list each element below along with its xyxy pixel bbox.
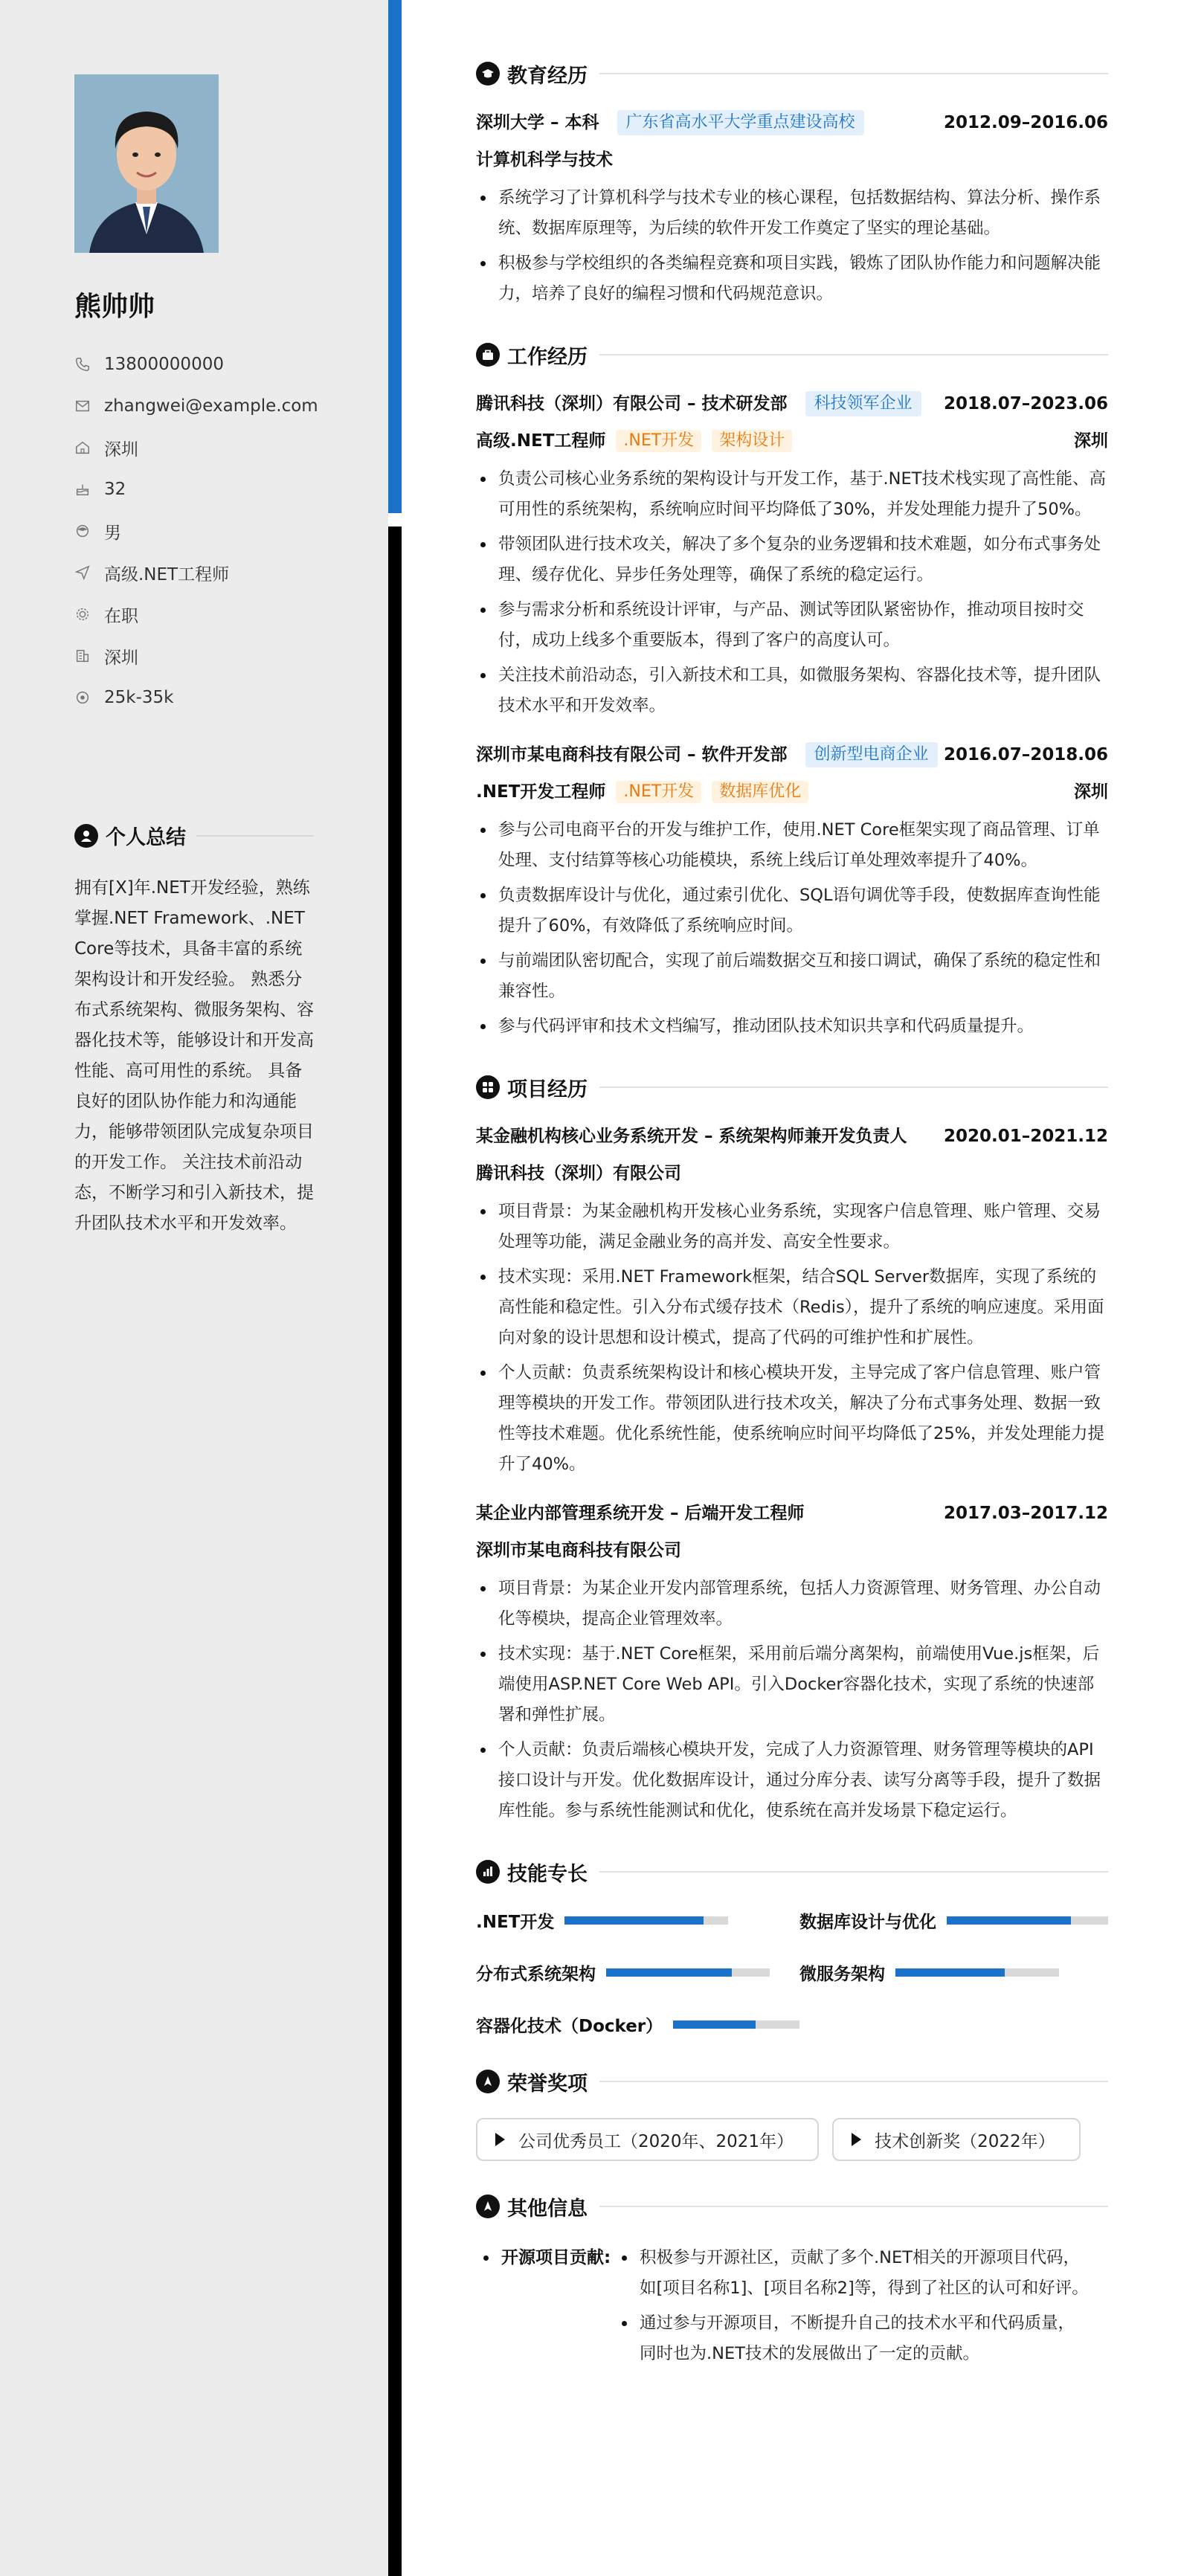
school-tag: 广东省高水平大学重点建设高校 — [617, 110, 864, 135]
award-item — [832, 2118, 1081, 2161]
education-section — [476, 57, 1108, 309]
skill-item — [476, 1960, 799, 1984]
skill-tag: 数据库优化 — [712, 781, 808, 803]
list-item: 与前端团队密切配合，实现了前后端数据交互和接口调试，确保了系统的稳定性和兼容性。 — [476, 946, 1108, 1007]
skill-bar — [606, 1968, 770, 1977]
school-name: 深圳大学 – 本科 — [476, 113, 599, 132]
coin-icon — [74, 689, 91, 706]
job-entry — [476, 742, 1108, 1042]
cake-icon — [74, 481, 91, 498]
list-item: 通过参与开源项目，不断提升自己的技术水平和代码质量，同时也为.NET技术的发展做出了一定的贡献。 — [617, 2308, 1090, 2369]
skill-item — [799, 1908, 1108, 1932]
list-item: 参与需求分析和系统设计评审，与产品、测试等团队紧密协作，推动项目按时交付，成功上线多个重要版本，得到了客户的高度认可。 — [476, 595, 1108, 656]
building-icon — [74, 648, 91, 664]
education-entry — [476, 110, 1108, 309]
mail-icon — [74, 398, 91, 414]
skill-fill — [895, 1968, 1005, 1977]
job-date: 2016.07–2018.06 — [943, 745, 1108, 764]
skill-item — [476, 1908, 799, 1932]
skill-name: .NET开发 — [476, 1912, 555, 1932]
location-row — [74, 427, 318, 468]
company-name: 腾讯科技（深圳）有限公司 – 技术研发部 — [476, 394, 788, 413]
list-item: 系统学习了计算机科学与技术专业的核心课程，包括数据结构、算法分析、操作系统、数据库原理等，为后续的软件开发工作奠定了坚实的理论基础。 — [476, 183, 1108, 244]
divider — [196, 835, 314, 837]
email-row — [74, 385, 318, 427]
skills-section — [476, 1855, 1108, 2036]
triangle-icon — [495, 2133, 505, 2146]
gear-icon — [74, 606, 91, 622]
list-item: 参与代码评审和技术文档编写，推动团队技术知识共享和代码质量提升。 — [476, 1011, 1108, 1042]
other-label: 开源项目贡献: — [476, 2243, 617, 2374]
skill-name: 微服务架构 — [799, 1964, 885, 1984]
skill-item — [476, 2012, 799, 2036]
skill-bar — [895, 1968, 1059, 1977]
list-item: 参与公司电商平台的开发与维护工作，使用.NET Core框架实现了商品管理、订单处理、支付结算等核心功能模块，系统上线后订单处理效率提升了40%。 — [476, 815, 1108, 876]
phone-text: 13800000000 — [104, 355, 224, 374]
list-item: 项目背景：为某金融机构开发核心业务系统，实现客户信息管理、账户管理、交易处理等功能，满足金融业务的高并发、高安全性要求。 — [476, 1197, 1108, 1258]
job-position: 高级.NET工程师 — [476, 431, 606, 451]
list-item: 技术实现：采用.NET Framework框架，结合SQL Server数据库，实现了系统的高性能和稳定性。引入分布式缓存技术（Redis），提升了系统的响应速度。采用面向对象的设计思想和设计模式，提高了代码的可维护性和扩展性。 — [476, 1262, 1108, 1353]
summary-title: 个人总结 — [106, 826, 186, 849]
project-org: 深圳市某电商科技有限公司 — [476, 1541, 681, 1560]
other-section — [476, 2189, 1108, 2374]
list-item: 项目背景：为某企业开发内部管理系统，包括人力资源管理、财务管理、办公自动化等模块，提高企业管理效率。 — [476, 1574, 1108, 1635]
other-info — [476, 2243, 1108, 2374]
job-bullets — [476, 464, 1108, 721]
candidate-name: 熊帅帅 — [74, 292, 155, 322]
other-bullets — [617, 2243, 1090, 2374]
project-name: 某企业内部管理系统开发 – 后端开发工程师 — [476, 1504, 805, 1523]
list-item: 关注技术前沿动态，引入新技术和工具，如微服务架构、容器化技术等，提升团队技术水平和开发效率。 — [476, 660, 1108, 721]
work-section-title — [476, 338, 1108, 372]
list-item: 积极参与学校组织的各类编程竞赛和项目实践，锻炼了团队协作能力和问题解决能力，培养了良好的编程习惯和代码规范意识。 — [476, 248, 1108, 309]
skill-bar — [947, 1916, 1108, 1925]
accent-bar-blue — [388, 0, 402, 513]
education-section-title — [476, 57, 1108, 91]
title-text: 高级.NET工程师 — [104, 564, 230, 585]
skill-tag: .NET开发 — [616, 430, 701, 452]
skill-name: 分布式系统架构 — [476, 1964, 596, 1984]
awards-section-title — [476, 2064, 1108, 2099]
project-entry — [476, 1124, 1108, 1480]
job-city: 深圳 — [1074, 782, 1108, 802]
gender-row — [74, 510, 318, 552]
award-icon — [476, 2070, 500, 2093]
projects-title: 项目经历 — [507, 1078, 588, 1101]
awards-title: 荣誉奖项 — [507, 2072, 588, 2096]
accent-bar-black — [388, 527, 402, 2576]
skill-bar — [673, 2020, 799, 2029]
company-tag: 创新型电商企业 — [805, 742, 938, 767]
company-tag: 科技领军企业 — [805, 391, 921, 416]
major: 计算机科学与技术 — [476, 150, 613, 170]
job-bullets — [476, 815, 1108, 1042]
summary-section-title — [74, 821, 314, 850]
list-item: 负责公司核心业务系统的架构设计与开发工作，基于.NET技术栈实现了高性能、高可用性的系统架构，系统响应时间平均降低了30%，并发处理能力提升了50%。 — [476, 464, 1108, 525]
summary-text: 拥有[X]年.NET开发经验，熟练掌握.NET Framework、.NET Core等技术，具备丰富的系统架构设计和开发经验。 熟悉分布式系统架构、微服务架构、容器化技术等，能够设计和开发高性能、高可用性的系统。 具备良好的团队协作能力和沟通能力，能够带领团队完成复杂项目的开发工作。 关注技术前沿动态，不断学习和引入新技术，提升团队技术水平和开发效率。 — [74, 878, 314, 1233]
divider — [599, 354, 1108, 355]
project-entry — [476, 1501, 1108, 1826]
target-city-row — [74, 635, 318, 677]
user-icon — [74, 824, 98, 848]
other-section-title — [476, 2189, 1108, 2224]
send-icon — [74, 564, 91, 581]
education-title: 教育经历 — [507, 64, 588, 88]
info-icon — [476, 2195, 500, 2218]
triangle-icon — [852, 2133, 861, 2146]
avatar — [74, 74, 219, 253]
divider — [599, 2206, 1108, 2207]
awards-section — [476, 2064, 1108, 2161]
skill-item — [799, 1960, 1108, 1984]
skills-title: 技能专长 — [507, 1862, 588, 1886]
project-name: 某金融机构核心业务系统开发 – 系统架构师兼开发负责人 — [476, 1127, 907, 1146]
skills-grid — [476, 1908, 1108, 2036]
job-position: .NET开发工程师 — [476, 782, 606, 802]
contact-info — [74, 344, 318, 718]
education-date: 2012.09–2016.06 — [943, 113, 1108, 132]
home-icon — [74, 439, 91, 456]
divider — [599, 2081, 1108, 2082]
skill-fill — [673, 2020, 755, 2029]
award-text: 技术创新奖（2022年） — [875, 2131, 1055, 2151]
bar-chart-icon — [476, 1860, 500, 1884]
job-city: 深圳 — [1074, 431, 1108, 451]
phone-icon — [74, 356, 91, 373]
email-text: zhangwei@example.com — [104, 396, 318, 416]
target-city-text: 深圳 — [104, 648, 138, 668]
education-bullets — [476, 183, 1108, 309]
divider — [599, 1871, 1108, 1873]
skills-section-title — [476, 1855, 1108, 1889]
skill-tag: .NET开发 — [616, 781, 701, 803]
status-row — [74, 593, 318, 635]
project-bullets — [476, 1197, 1108, 1480]
divider — [599, 1086, 1108, 1088]
age-text: 32 — [104, 480, 126, 499]
list-item: 个人贡献：负责后端核心模块开发，完成了人力资源管理、财务管理等模块的API接口设计与开发。优化数据库设计，通过分库分表、读写分离等手段，提升了数据库性能。参与系统性能测试和优化，使系统在高并发场景下稳定运行。 — [476, 1735, 1108, 1826]
list-item: 带领团队进行技术攻关，解决了多个复杂的业务逻辑和技术难题，如分布式事务处理、缓存优化、异步任务处理等，确保了系统的稳定运行。 — [476, 529, 1108, 590]
age-row — [74, 468, 318, 510]
person-icon — [74, 523, 91, 539]
skill-fill — [947, 1916, 1071, 1925]
job-entry — [476, 391, 1108, 721]
skill-tag: 架构设计 — [712, 430, 792, 452]
project-org: 腾讯科技（深圳）有限公司 — [476, 1164, 681, 1183]
status-text: 在职 — [104, 606, 138, 626]
project-date: 2017.03–2017.12 — [943, 1504, 1108, 1523]
list-item: 负责数据库设计与优化，通过索引优化、SQL语句调优等手段，使数据库查询性能提升了60%，有效降低了系统响应时间。 — [476, 880, 1108, 941]
grid-icon — [476, 1075, 500, 1099]
award-text: 公司优秀员工（2020年、2021年） — [518, 2131, 794, 2151]
briefcase-icon — [476, 343, 500, 367]
award-item — [476, 2118, 819, 2161]
divider — [599, 73, 1108, 74]
list-item: 个人贡献：负责系统架构设计和核心模块开发，主导完成了客户信息管理、账户管理等模块的开发工作。带领团队进行技术攻关，解决了分布式事务处理、数据一致性等技术难题。优化系统性能，使系统响应时间平均降低了25%，并发处理能力提升了40%。 — [476, 1358, 1108, 1480]
projects-section — [476, 1070, 1108, 1826]
location-text: 深圳 — [104, 439, 138, 460]
list-item: 技术实现：基于.NET Core框架，采用前后端分离架构，前端使用Vue.js框架，后端使用ASP.NET Core Web API。引入Docker容器化技术，实现了系统的快速部署和弹性扩展。 — [476, 1639, 1108, 1730]
project-date: 2020.01–2021.12 — [943, 1127, 1108, 1146]
phone-row — [74, 344, 318, 385]
salary-row — [74, 677, 318, 718]
main-content — [476, 57, 1108, 2402]
skill-name: 数据库设计与优化 — [799, 1912, 936, 1932]
work-section — [476, 338, 1108, 1042]
work-title: 工作经历 — [507, 345, 588, 369]
skill-bar — [564, 1916, 728, 1925]
job-date: 2018.07–2023.06 — [943, 394, 1108, 413]
skill-fill — [606, 1968, 732, 1977]
title-row — [74, 552, 318, 593]
gender-text: 男 — [104, 523, 121, 543]
projects-section-title — [476, 1070, 1108, 1104]
skill-fill — [564, 1916, 704, 1925]
other-title: 其他信息 — [507, 2197, 588, 2221]
project-bullets — [476, 1574, 1108, 1826]
salary-text: 25k-35k — [104, 688, 174, 707]
company-name: 深圳市某电商科技有限公司 – 软件开发部 — [476, 745, 788, 764]
awards-list — [476, 2118, 1108, 2161]
graduation-cap-icon — [476, 62, 500, 86]
skill-name: 容器化技术（Docker） — [476, 2016, 663, 2036]
list-item: 积极参与开源社区，贡献了多个.NET相关的开源项目代码，如[项目名称1]、[项目名称2]等，得到了社区的认可和好评。 — [617, 2243, 1090, 2304]
